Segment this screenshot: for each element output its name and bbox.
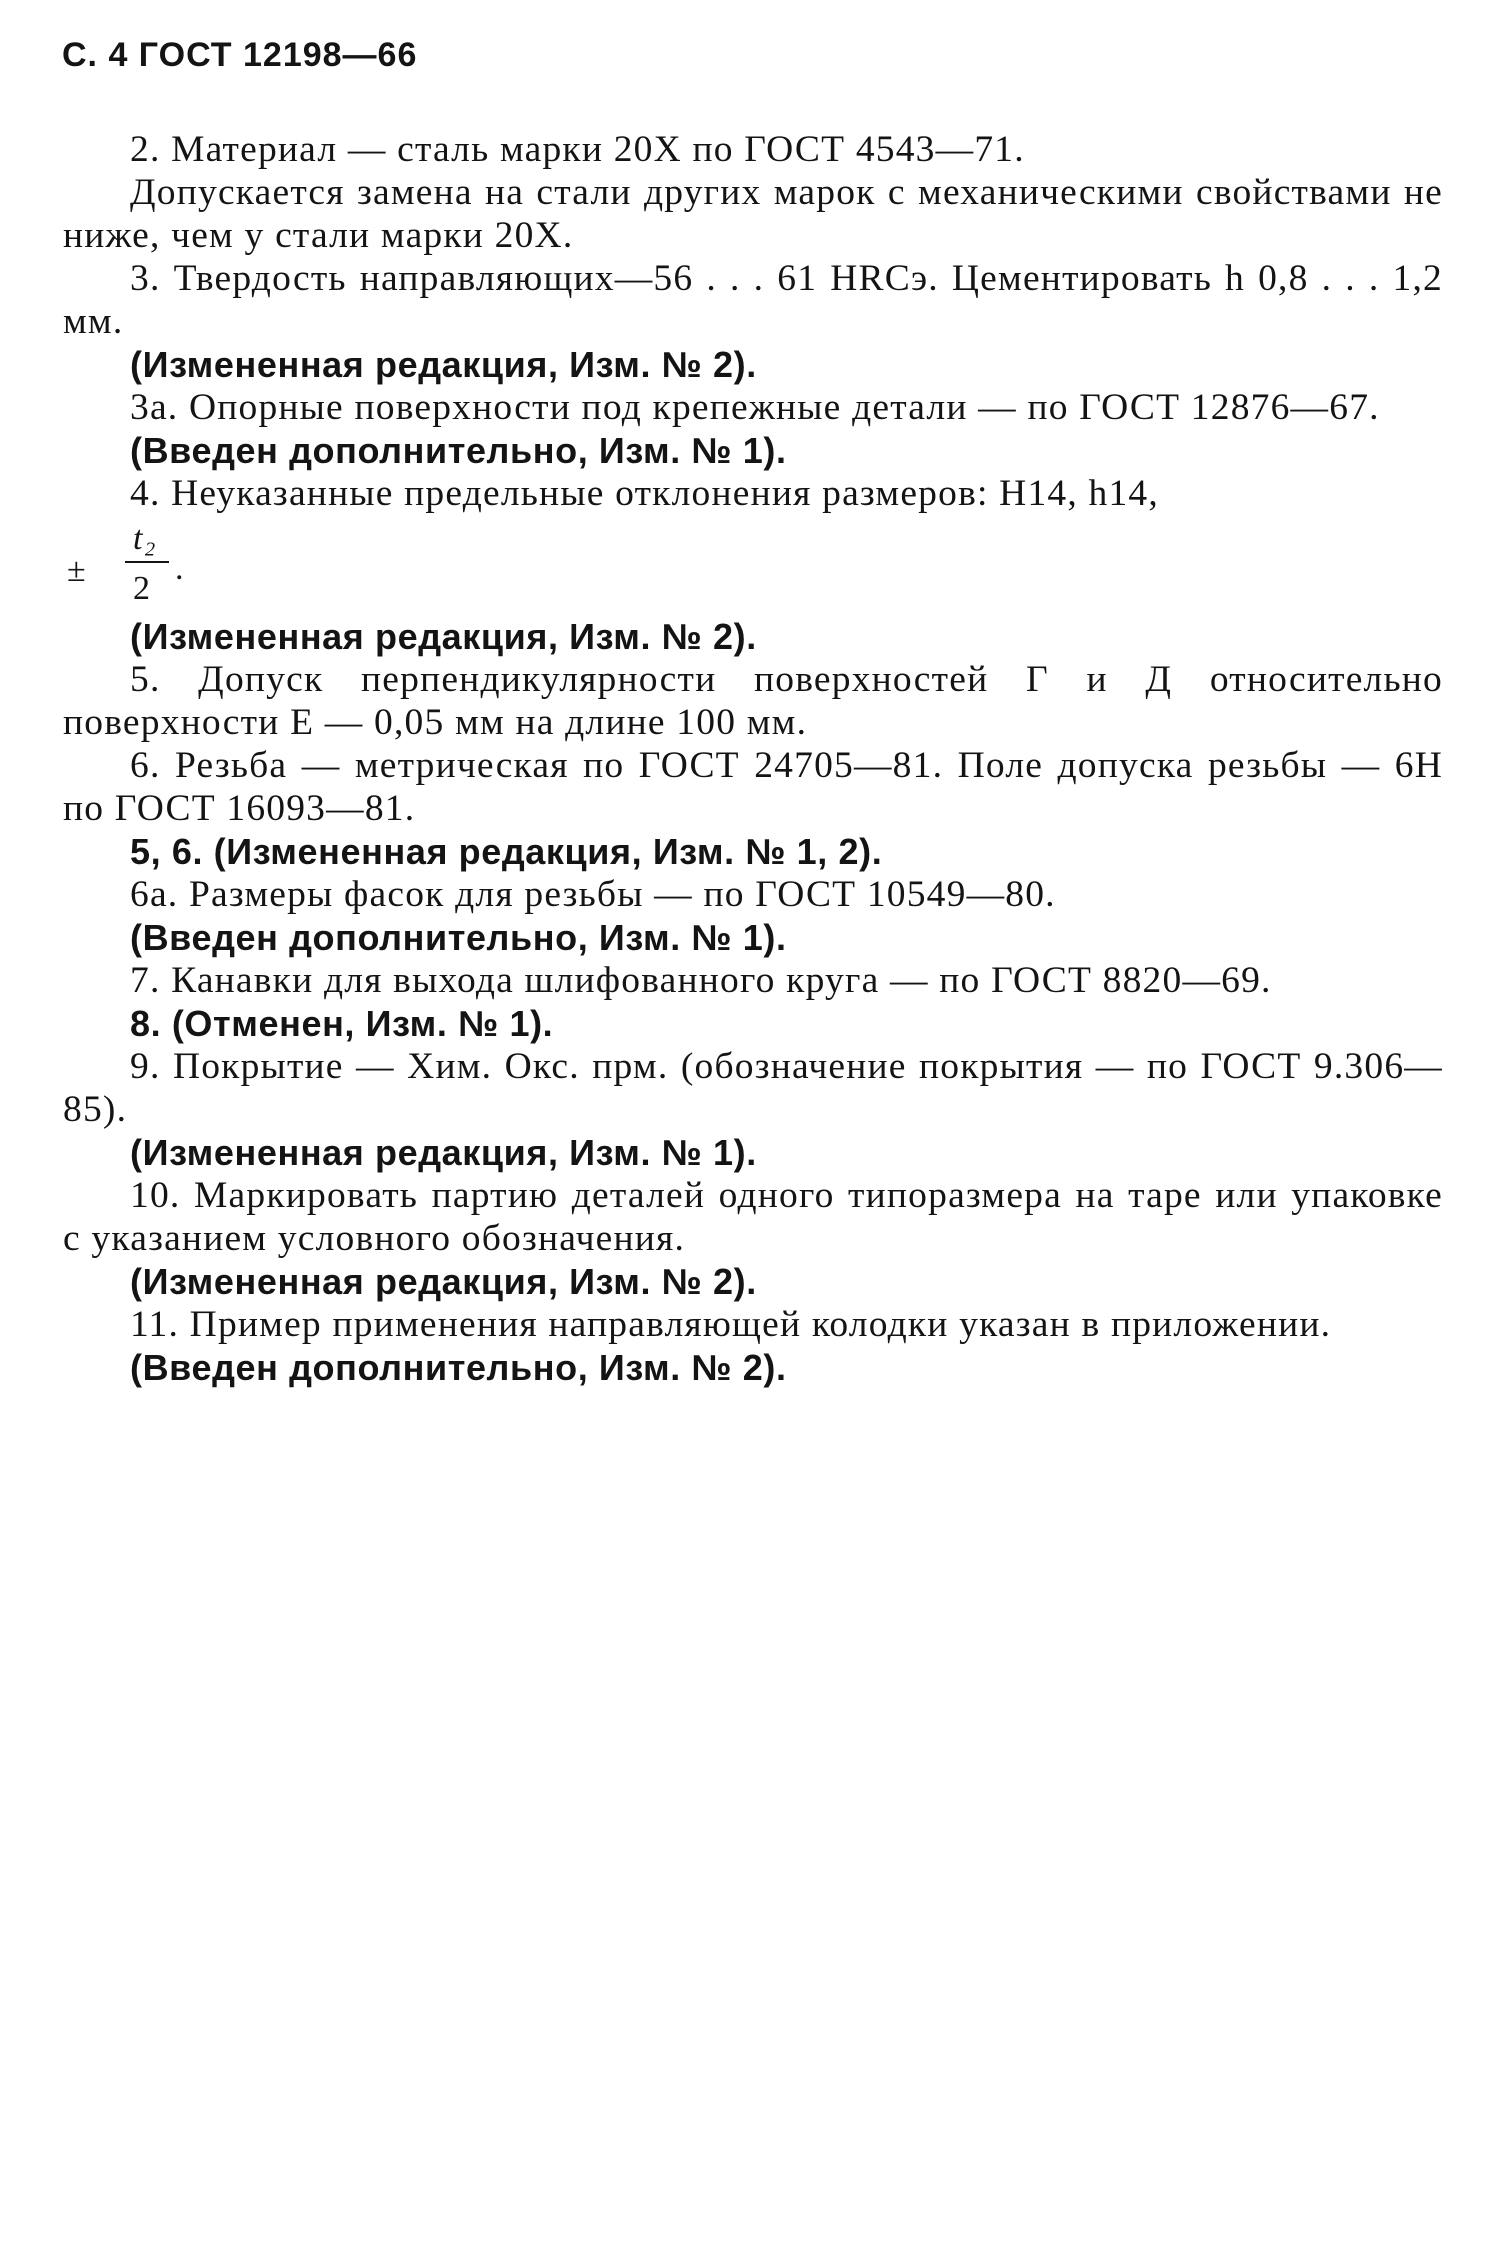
- fraction-denominator: 2: [133, 570, 152, 607]
- clause-11-example: 11. Пример применения направляющей колодки указан в приложении.: [130, 1304, 1332, 1345]
- clause-2-material: 2. Материал — сталь марки 20Х по ГОСТ 4543—71.: [130, 129, 1025, 170]
- clause-8-cancelled: 8. (Отменен, Изм. № 1).: [130, 1003, 554, 1044]
- clause-2-substitution: Допускается замена на стали других марок с механическими свойствами не ниже, чем у стали марки 20Х.: [63, 172, 1443, 256]
- amendment-note: (Введен дополнительно, Изм. № 1).: [130, 917, 787, 958]
- fraction-period: .: [175, 550, 185, 587]
- amendment-note: (Введен дополнительно, Изм. № 2).: [130, 1347, 787, 1388]
- fraction-bar: [125, 561, 169, 563]
- clause-6a-chamfers: 6а. Размеры фасок для резьбы — по ГОСТ 10549—80.: [130, 874, 1056, 915]
- amendment-note: (Измененная редакция, Изм. № 1).: [130, 1132, 757, 1173]
- amendment-note: (Измененная редакция, Изм. № 2).: [130, 1261, 757, 1302]
- document-body: [63, 128, 1443, 1389]
- amendment-note: 5, 6. (Измененная редакция, Изм. № 1, 2).: [130, 831, 883, 872]
- clause-7-grooves: 7. Канавки для выхода шлифованного круга — по ГОСТ 8820—69.: [130, 960, 1272, 1001]
- fraction-formula: [67, 517, 207, 613]
- clause-10-marking: 10. Маркировать партию деталей одного типоразмера на таре или упаковке с указанием условного обозначения.: [63, 1175, 1443, 1259]
- clause-6-thread: 6. Резьба — метрическая по ГОСТ 24705—81. Поле допуска резьбы — 6H по ГОСТ 16093—81.: [63, 745, 1443, 829]
- clause-3a-support-surfaces: 3а. Опорные поверхности под крепежные детали — по ГОСТ 12876—67.: [130, 387, 1380, 428]
- page-header: С. 4 ГОСТ 12198—66: [62, 36, 418, 74]
- clause-4-tolerances: 4. Неуказанные предельные отклонения размеров: H14, h14,: [130, 473, 1159, 514]
- tolerance-fraction: [63, 515, 1443, 615]
- amendment-note: (Введен дополнительно, Изм. № 1).: [130, 430, 787, 471]
- fraction-numerator: t₂: [133, 520, 157, 557]
- clause-9-coating: 9. Покрытие — Хим. Окс. прм. (обозначение покрытия — по ГОСТ 9.306—85).: [63, 1046, 1443, 1130]
- amendment-note: (Измененная редакция, Изм. № 2).: [130, 344, 757, 385]
- amendment-note: (Измененная редакция, Изм. № 2).: [130, 616, 757, 657]
- clause-3-hardness: 3. Твердость направляющих—56 . . . 61 HRCэ. Цементировать h 0,8 . . . 1,2 мм.: [63, 258, 1443, 342]
- plus-minus-sign: ±: [67, 552, 87, 589]
- clause-5-perpendicularity: 5. Допуск перпендикулярности поверхностей Г и Д относительно поверхности Е — 0,05 мм на длине 100 мм.: [63, 659, 1443, 743]
